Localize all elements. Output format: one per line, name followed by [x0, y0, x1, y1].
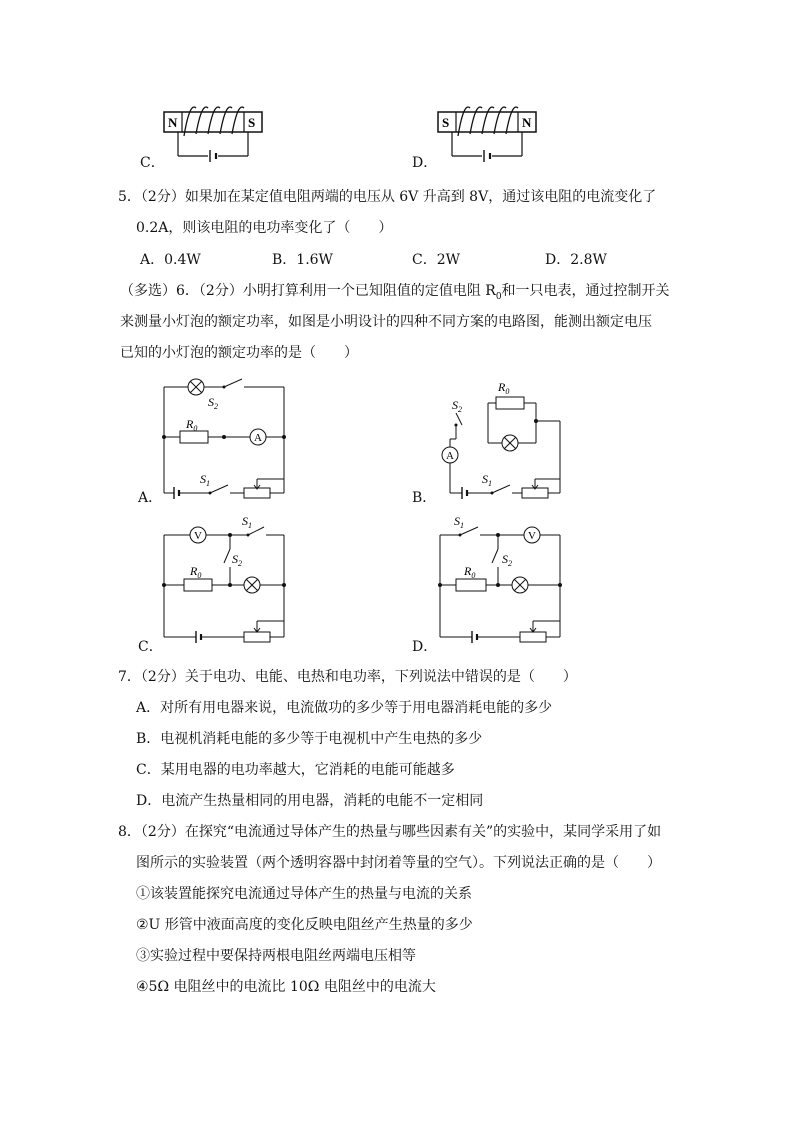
- magnet-pole-right: S: [248, 115, 256, 130]
- q5-option-a: A．0.4W: [140, 252, 201, 268]
- q6-stem-line2: 来测量小灯泡的额定功率，如图是小明设计的四种不同方案的电路图，能测出额定电压: [120, 314, 652, 330]
- q4-diagram-d: [434, 104, 554, 164]
- q6-stem-line3: 已知的小灯泡的额定功率的是（ ）: [120, 345, 358, 361]
- s2-label: $S_2$: [452, 398, 462, 414]
- q5-stem-line1: 5．（2分）如果加在某定值电阻两端的电压从 6V 升高到 8V，通过该电阻的电流变化了: [118, 189, 657, 205]
- q7-stem: 7．（2分）关于电功、电能、电热和电功率，下列说法中错误的是（ ）: [118, 669, 577, 685]
- s1-label: $S_1$: [482, 472, 492, 488]
- q5-option-d: D．2.8W: [545, 252, 607, 268]
- q8-item-1: ①该装置能探究电流通过导体产生的热量与电流的关系: [136, 886, 472, 902]
- q6-circuit-b: [436, 375, 571, 500]
- q7-option-d: D．电流产生热量相同的用电器，消耗的电能不一定相同: [136, 793, 484, 809]
- q7-option-b: B．电视机消耗电能的多少等于电视机中产生电热的多少: [136, 731, 483, 747]
- ammeter-label: A: [446, 450, 454, 462]
- q6-circuit-a: [160, 375, 295, 500]
- voltmeter-label: V: [528, 530, 536, 542]
- r0-label: $R_0$: [498, 380, 510, 396]
- q8-item-4: ④5Ω 电阻丝中的电流比 10Ω 电阻丝中的电流大: [136, 979, 436, 995]
- magnet-pole-left: N: [168, 115, 178, 130]
- q6-circuit-c: [160, 515, 295, 645]
- ammeter-label: A: [254, 432, 262, 444]
- q6-stem-line1: （多选）6．（2分）小明打算利用一个已知阻值的定值电阻 $R_0$和一只电表，通过控制开关: [120, 283, 670, 302]
- q4-diagram-c: [160, 104, 280, 164]
- q8-item-3: ③实验过程中要保持两根电阻丝两端电压相等: [136, 948, 416, 964]
- q5-option-c: C．2W: [412, 252, 461, 268]
- magnet-pole-left: S: [442, 115, 450, 130]
- q8-item-2: ②U 形管中液面高度的变化反映电阻丝产生热量的多少: [136, 917, 473, 933]
- q8-stem-line2: 图所示的实验装置（两个透明容器中封闭着等量的空气）。下列说法正确的是（ ）: [136, 855, 661, 871]
- q6-option-a-label: A．: [138, 490, 163, 506]
- q5-stem-line2: 0.2A，则该电阻的电功率变化了（ ）: [136, 220, 393, 236]
- q8-stem-line1: 8．（2分）在探究“电流通过导体产生的热量与哪些因素有关”的实验中，某同学采用了如: [118, 824, 662, 840]
- s1-label: $S_1$: [242, 514, 252, 530]
- r0-label: $R_0$: [464, 564, 476, 580]
- q6-option-c-label: C．: [138, 639, 163, 655]
- q6-option-d-label: D．: [412, 639, 438, 655]
- r0-label: $R_0$: [186, 417, 198, 433]
- q4-option-c-label: C．: [140, 155, 165, 171]
- q6-circuit-d: [436, 515, 571, 645]
- s2-label: $S_2$: [232, 552, 242, 568]
- q7-option-c: C．某用电器的电功率越大，它消耗的电能可能越多: [136, 762, 455, 778]
- s2-label: $S_2$: [502, 552, 512, 568]
- q7-option-a: A．对所有用电器来说，电流做功的多少等于用电器消耗电能的多少: [136, 700, 553, 716]
- magnet-pole-right: N: [522, 115, 532, 130]
- r0-label: $R_0$: [190, 564, 202, 580]
- q4-option-d-label: D．: [412, 155, 438, 171]
- voltmeter-label: V: [194, 530, 202, 542]
- s1-label: $S_1$: [454, 514, 464, 530]
- q5-option-b: B．1.6W: [272, 252, 333, 268]
- s1-label: $S_1$: [200, 472, 210, 488]
- q6-option-b-label: B．: [412, 490, 437, 506]
- s2-label: $S_2$: [208, 395, 218, 411]
